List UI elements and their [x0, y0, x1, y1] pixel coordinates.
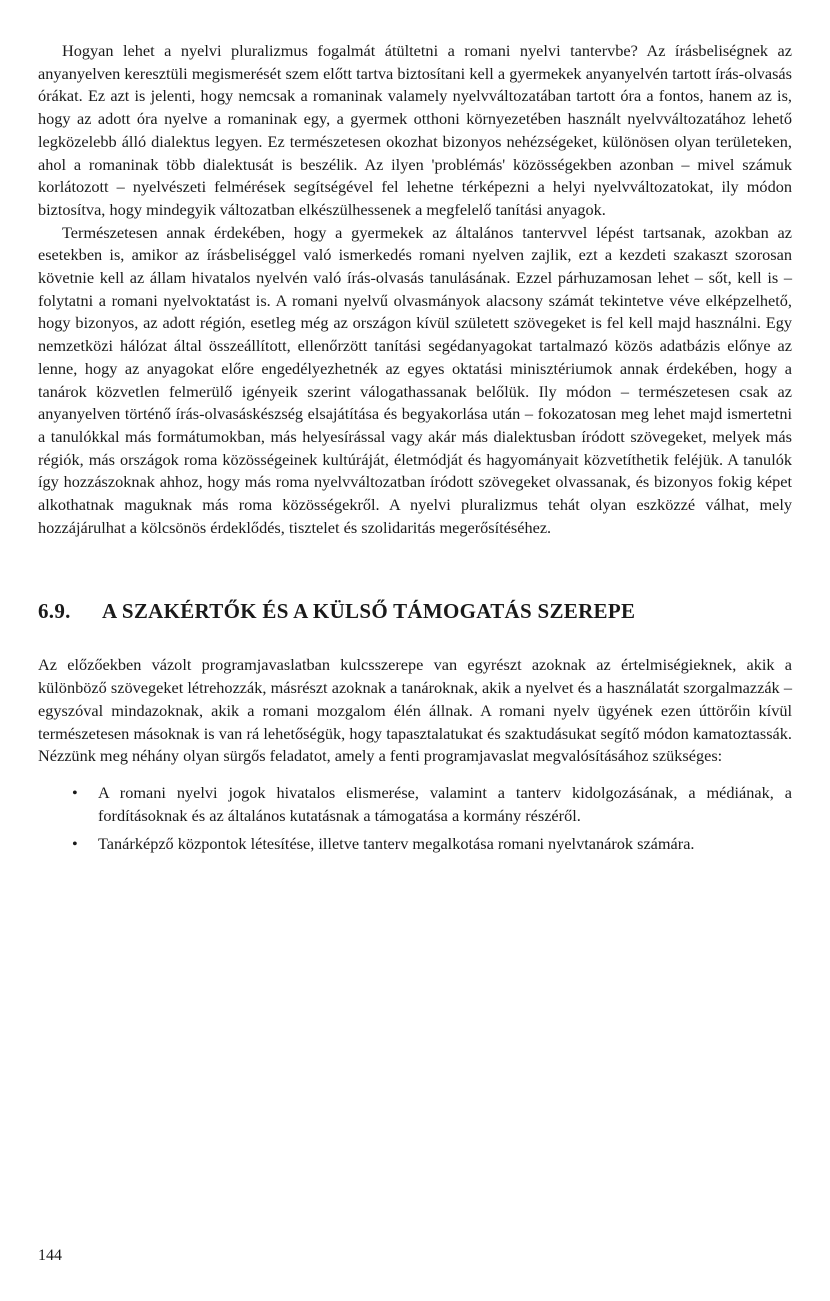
section-heading — [38, 599, 792, 624]
document-page — [38, 40, 792, 862]
list-item-text: A romani nyelvi jogok hivatalos elismerése, valamint a tanterv kidolgozásának, a médiának, a fordításoknak és az általános kutatásnak a támogatása a kormány részéről. — [98, 782, 792, 825]
section-number: 6.9. — [38, 599, 71, 624]
page-number: 144 — [38, 1247, 62, 1264]
bullet-icon: • — [72, 782, 78, 802]
bullet-icon: • — [72, 834, 78, 854]
list-item — [38, 782, 792, 827]
section-title: A SZAKÉRTŐK ÉS A KÜLSŐ TÁMOGATÁS SZEREPE — [102, 599, 636, 624]
section-body — [38, 654, 792, 856]
list-item-text: Tanárképző központok létesítése, illetve tanterv megalkotása romani nyelvtanárok számára. — [98, 834, 695, 854]
list-item — [38, 833, 792, 856]
bullet-list — [38, 782, 792, 856]
body-paragraph-2: Természetesen annak érdekében, hogy a gyermekek az általános tantervvel lépést tartsanak, azokban az esetekben is, amikor az írásbeliséggel való ismerkedés romani nyelven zajlik, ezt a kezdeti szakaszt szorosan követnie kell az állam hivatalos nyelvén való írás-olvasás tanulásának. Ezzel párhuzamosan lehet – sőt, kell is – folytatni a romani nyelvoktatást is. A romani nyelvű olvasmányok alacsony számát tekintetve véve elképzelhető, hogy bizonyos, az adott régión, esetleg még az országon kívül született szövegeket is fel kell majd használni. Egy nemzetközi hálózat által összeállított, ellenőrzött tanítási segédanyagokat tartalmazó közös adatbázis előnye az lenne, hogy az anyagokat előre engedélyezhetnék az egyes oktatási minisztériumok annak érdekében, hogy a tanárok közvetlen felmerülő igényeik szerint válogathassanak belőlük. Ily módon – természetesen csak az anyanyelven történő írás-olvasáskészség elsajátítása és begyakorlása után – fokozatosan meg lehet majd ismertetni a tanulókkal más formátumokban, más helyesírással vagy akár más dialektusban íródott szövegeket, melyek más régiók, más országok roma közösségeinek kultúráját, életmódját és hagyományait közvetíthetik feléjük. A tanulók így hozzászoknak ahhoz, hogy más roma nyelvváltozatban íródott szövegeket olvassanak, és bizonyos fokig képet alkothatnak maguknak más roma közösségekről. A nyelvi pluralizmus tehát olyan eszközzé válhat, mely hozzájárulhat a kölcsönös érdeklődés, tisztelet és szolidaritás megerősítéséhez. — [38, 222, 792, 537]
body-paragraph-1: Hogyan lehet a nyelvi pluralizmus fogalmát átültetni a romani nyelvi tantervbe? Az írásbeliségnek az anyanyelven keresztüli megismerését szem előtt tartva biztosítani kell a gyermekek anyanyelvén tartott írás-olvasás órákat. Ez azt is jelenti, hogy nemcsak a romaninak valamely nyelvváltozatában tartott óra a fontos, hanem az is, hogy az adott óra nyelve a romaninak egy, a gyermek otthoni környezetében használt nyelvváltozatához lehető legközelebb álló dialektus legyen. Ez természetesen okozhat bizonyos nehézségeket, különösen olyan területeken, ahol a romaninak több dialektusát is beszélik. Az ilyen 'problémás' közösségekben azonban – mivel számuk korlátozott – nyelvészeti felmérések segítségével fel lehetne térképezni a helyi nyelvváltozatokat, ily módon biztosítva, hogy mindegyik változatban elkészülhessenek a megfelelő tanítási anyagok. — [38, 41, 792, 219]
section-intro-paragraph: Az előzőekben vázolt programjavaslatban kulcsszerepe van egyrészt azoknak az értelmiségieknek, akik a különböző szövegeket létrehozzák, másrészt azoknak a tanároknak, akik a nyelvet és a használatát szorgalmazzák – egyszóval mindazoknak, akik a romani mozgalom élén állnak. A romani nyelv ügyének ezen úttörőin kívül természetesen másoknak is van rá lehetőségük, hogy tapasztalatukat és szaktudásukat segítő módon kamatoztassák. Nézzünk meg néhány olyan sürgős feladatot, amely a fenti programjavaslat megvalósításához szükséges: — [38, 655, 792, 766]
